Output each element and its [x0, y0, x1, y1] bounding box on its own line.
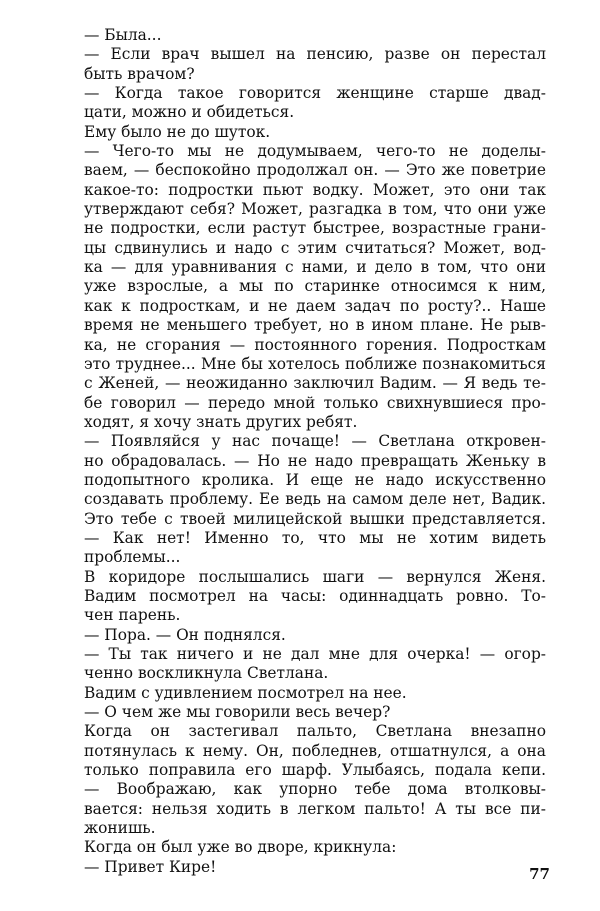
text-line: — О чем же мы говорили весь вечер?: [84, 703, 391, 722]
text-line: — Привет Кире!: [84, 857, 217, 876]
text-line: цы сдвинулись и надо с этим считаться? Может, вод-: [84, 238, 546, 257]
text-line: Когда он застегивал пальто, Светлана внезапно: [84, 722, 546, 741]
text-line: — Появляйся у нас почаще! — Светлана откровен-: [84, 432, 546, 451]
text-line: Это тебе с твоей милицейской вышки представляется.: [84, 509, 546, 528]
text-line: быть врачом?: [84, 64, 195, 83]
text-line: только поправила его шарф. Улыбаясь, подала кепи.: [84, 761, 546, 780]
text-line: — Ты так ничего и не дал мне для очерка! — огор-: [84, 645, 546, 663]
text-line: ченно воскликнула Светлана.: [84, 664, 329, 683]
text-line: ка, не сгорания — постоянного горения. Подросткам: [84, 335, 546, 354]
text-line: не подростки, если растут быстрее, возрастные грани-: [84, 219, 546, 238]
body-text: [84, 26, 546, 877]
text-line: бе говорил — передо мной только свихнувшиеся про-: [84, 393, 546, 412]
text-line: — Пора. — Он поднялся.: [84, 625, 286, 644]
text-line: Ему было не до шуток.: [84, 122, 271, 141]
text-line: но обрадовалась. — Но не надо превращать Женьку в: [84, 451, 546, 470]
text-line: уже взрослые, а мы по старинке относимся к ним,: [84, 277, 546, 296]
text-line: ходят, я хочу знать других ребят.: [84, 412, 358, 431]
text-line: Вадим посмотрел на часы: одиннадцать ровно. То-: [84, 586, 546, 605]
text-line: — Воображаю, как упорно тебе дома втолковы-: [84, 780, 546, 799]
text-line: В коридоре послышались шаги — вернулся Женя.: [84, 567, 546, 586]
text-line: создавать проблему. Ее ведь на самом деле нет, Вадик.: [84, 490, 546, 509]
text-line: с Женей, — неожиданно заключил Вадим. — Я ведь те-: [84, 374, 546, 393]
text-line: — Как нет! Именно то, что мы не хотим видеть: [84, 528, 546, 547]
text-line: это труднее... Мне бы хотелось поближе познакомиться: [84, 354, 546, 373]
text-line: — Чего-то мы не додумываем, чего-то не доделы-: [84, 142, 546, 161]
text-line: — Была...: [84, 26, 162, 44]
page-number: 77: [529, 865, 550, 883]
text-line: какое-то: подростки пьют водку. Может, это они так: [84, 180, 546, 199]
text-line: как к подросткам, и не даем задач по росту?.. Наше: [84, 296, 546, 315]
text-line: вается: нельзя ходить в легком пальто! А ты все пи-: [84, 799, 546, 818]
text-line: ка — для уравнивания с нами, и дело в том, что они: [84, 258, 546, 277]
text-line: — Когда такое говорится женщине старше двад-: [84, 84, 546, 103]
text-line: утверждают себя? Может, разгадка в том, что они уже: [84, 200, 546, 219]
text-line: жонишь.: [84, 819, 156, 838]
text-line: ваем, — беспокойно продолжал он. — Это же поветрие: [84, 161, 546, 180]
text-line: чен парень.: [84, 606, 181, 625]
text-line: подопытного кролика. И еще не надо искусственно: [84, 470, 546, 489]
text-line: Когда он был уже во дворе, крикнула:: [84, 838, 397, 857]
text-line: — Если врач вышел на пенсию, разве он перестал: [84, 45, 546, 64]
text-line: проблемы...: [84, 548, 181, 567]
text-line: потянулась к нему. Он, побледнев, отшатнулся, а она: [84, 741, 546, 760]
text-line: время не меньшего требует, но в ином плане. Не рыв-: [84, 316, 546, 335]
text-line: цати, можно и обидеться.: [84, 103, 295, 122]
text-line: Вадим с удивлением посмотрел на нее.: [84, 683, 407, 702]
